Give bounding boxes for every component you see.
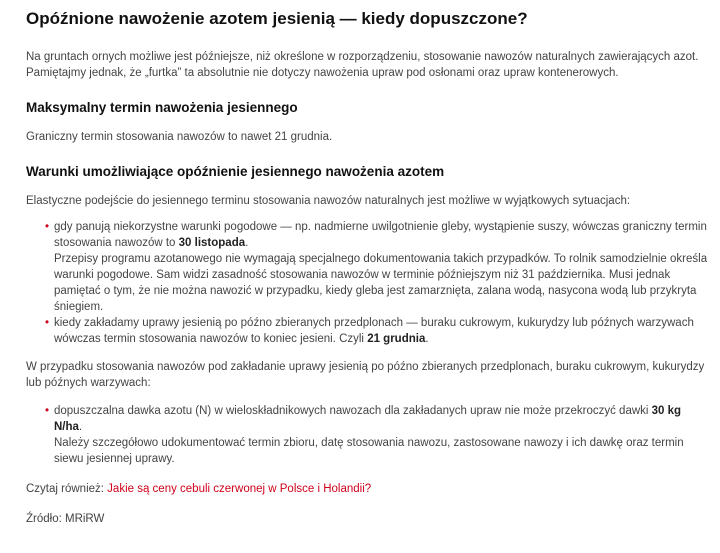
list-item-text-end: . bbox=[425, 333, 429, 345]
page-title: Opóźnione nawożenie azotem jesienią — kiedy dopuszczone? bbox=[26, 9, 528, 28]
list-item bbox=[45, 315, 710, 347]
list-item-extra: Przepisy programu azotanowego nie wymagają specjalnego dokumentowania takich przypadków. To rolnik samodzielnie określa warunki pogodowe. Sam widzi zasadność stosowania nawozów w terminie późniejszym niż 31 października. Musi jednak pamiętać o tym, że nie można nawozić w przypadku, kiedy gleba jest zamarznięta, zalana wodą, nasycona wodą lub przykryta śniegiem. bbox=[54, 253, 708, 313]
conditions-list bbox=[26, 219, 710, 347]
section-heading-max-term: Maksymalny termin nawożenia jesiennego bbox=[26, 100, 298, 115]
list-item bbox=[45, 219, 710, 315]
source-text: Źródło: MRiRW bbox=[26, 513, 105, 525]
list-item-text: dopuszczalna dawka azotu (N) w wieloskładnikowych nawozach dla zakładanych upraw nie może przekroczyć dawki bbox=[54, 405, 652, 417]
list-item-extra: Należy szczegółowo udokumentować termin zbioru, datę stosowania nawozu, zastosowane nawozy i ich dawkę oraz termin siewu jesiennej uprawy. bbox=[54, 437, 684, 465]
dose-list bbox=[26, 403, 710, 467]
read-also-label: Czytaj również: bbox=[26, 483, 108, 495]
bullet-icon: • bbox=[45, 221, 50, 233]
read-also bbox=[26, 481, 710, 497]
list-item-bold: 30 kg N/ha bbox=[54, 405, 682, 433]
list-item-bold: 30 listopada bbox=[178, 237, 246, 249]
bullet-icon: • bbox=[45, 317, 50, 329]
conditions-intro-paragraph: Elastyczne podejście do jesiennego terminu stosowania nawozów naturalnych jest możliwe w wyjątkowych sytuacjach: bbox=[26, 195, 631, 207]
list-item bbox=[45, 403, 710, 467]
list-item-bold: 21 grudnia bbox=[367, 333, 426, 345]
bullet-icon: • bbox=[45, 405, 50, 417]
list-item-text-end: . bbox=[78, 421, 83, 433]
list-item-text: gdy panują niekorzystne warunki pogodowe — np. nadmierne uwilgotnienie gleby, wystąpienie suszy, wówczas graniczny termin stosowania nawozów to bbox=[54, 221, 707, 249]
intro-paragraph: Na gruntach ornych możliwe jest późniejsze, niż określone w rozporządzeniu, stosowanie nawozów naturalnych zawierających azot. Pamiętajmy jednak, że „furtka” ta absolutnie nie dotyczy nawożenia upraw pod osłonami oraz upraw kontenerowych. bbox=[26, 51, 699, 79]
list-item-text: kiedy zakładamy uprawy jesienią po późno zbieranych przedplonach — buraku cukrowym, kukurydzy lub późnych warzywach wówczas termin stosowania nawozów to koniec jesieni. Czyli bbox=[54, 317, 694, 345]
late-crops-paragraph: W przypadku stosowania nawozów pod zakładanie uprawy jesienią po późno zbieranych przedplonach, buraku cukrowym, kukurydzy lub późnych warzywach: bbox=[26, 361, 705, 389]
section-heading-conditions: Warunki umożliwiające opóźnienie jesiennego nawożenia azotem bbox=[26, 164, 445, 179]
read-also-link[interactable]: Jakie są ceny cebuli czerwonej w Polsce i Holandii? bbox=[107, 483, 372, 495]
max-term-paragraph: Graniczny termin stosowania nawozów to nawet 21 grudnia. bbox=[26, 131, 333, 143]
list-item-text-end: . bbox=[245, 237, 249, 249]
